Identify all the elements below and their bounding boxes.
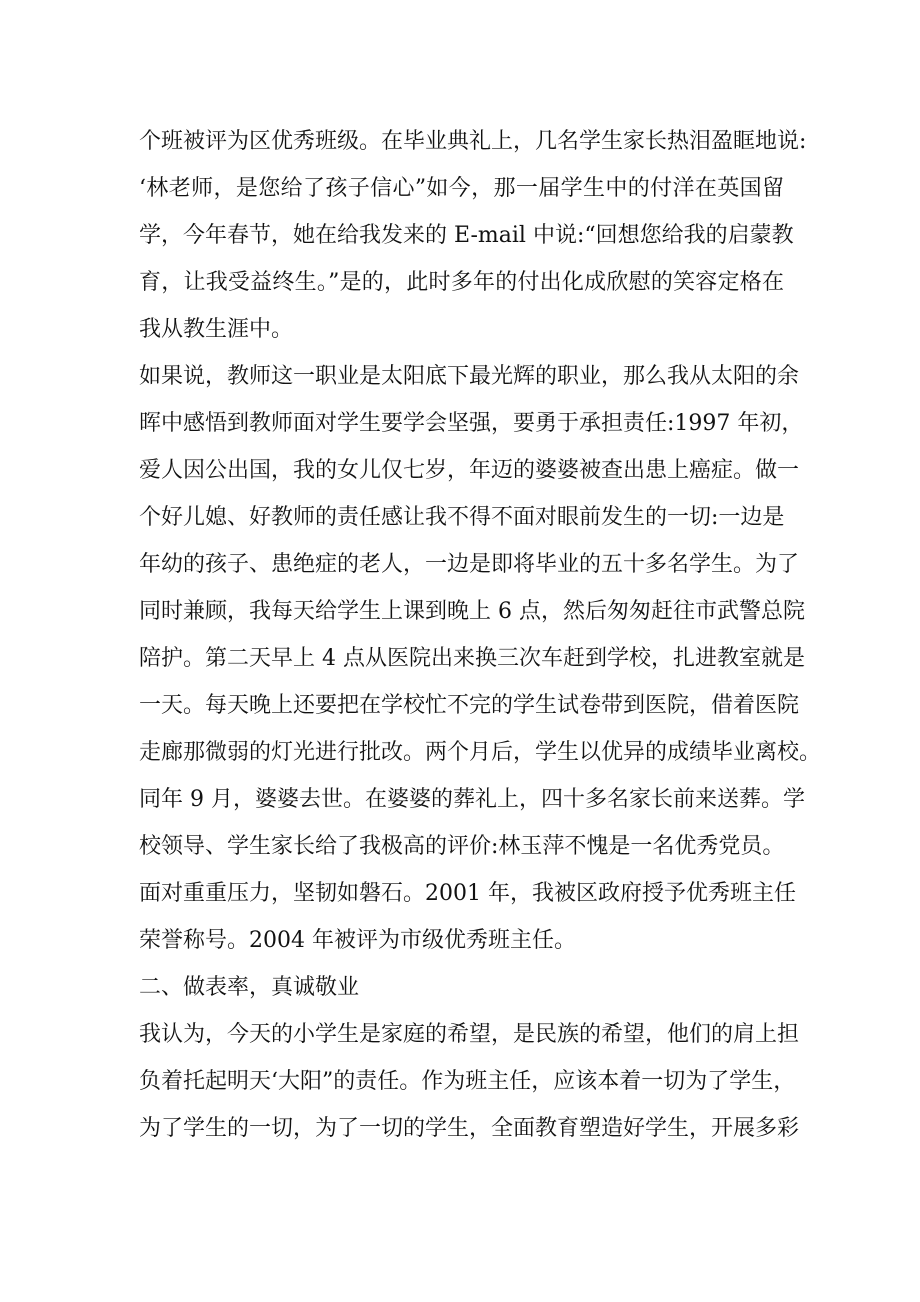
text-line: 我认为，今天的小学生是家庭的希望，是民族的希望，他们的肩上担 [139, 1022, 800, 1047]
text-line: 年幼的孩子、患绝症的老人，一边是即将毕业的五十多名学生。为了 [139, 552, 800, 577]
text-line: 面对重重压力，坚韧如磐石。2001 年，我被区政府授予优秀班主任 [139, 881, 796, 906]
text-line: 同年 9 月，婆婆去世。在婆婆的葬礼上，四十多名家长前来送葬。学 [139, 787, 805, 812]
text-line: 一天。每天晚上还要把在学校忙不完的学生试卷带到医院，借着医院 [139, 693, 800, 718]
text-line: 同时兼顾，我每天给学生上课到晚上 6 点，然后匆匆赶往市武警总院 [139, 599, 805, 624]
text-line: 为了学生的一切，为了一切的学生，全面教育塑造好学生，开展多彩 [139, 1116, 800, 1141]
text-line: 晖中感悟到教师面对学生要学会坚强，要勇于承担责任:1997 年初， [139, 411, 804, 436]
text-line: 荣誉称号。2004 年被评为市级优秀班主任。 [139, 928, 576, 953]
text-line: 学，今年春节，她在给我发来的 E-mail 中说:“回想您给我的启蒙教 [139, 223, 794, 248]
text-line: 爱人因公出国，我的女儿仅七岁，年迈的婆婆被查出患上癌症。做一 [139, 458, 800, 483]
text-line: 二、做表率，真诚敬业 [139, 975, 360, 1000]
text-line: 负着托起明天‘大阳”的责任。作为班主任，应该本着一切为了学生， [139, 1069, 796, 1094]
text-line: 校领导、学生家长给了我极高的评价:林玉萍不愧是一名优秀党员。 [139, 834, 785, 859]
document-body [139, 118, 822, 1152]
text-line: 如果说，教师这一职业是太阳底下最光辉的职业，那么我从太阳的余 [139, 364, 800, 389]
text-line: 个班被评为区优秀班级。在毕业典礼上，几名学生家长热泪盈眶地说: [139, 129, 807, 154]
text-line: 育，让我受益终生。”是的，此时多年的付出化成欣慰的笑容定格在 [139, 270, 784, 295]
text-line: 陪护。第二天早上 4 点从医院出来换三次车赶到学校，扎进教室就是 [139, 646, 805, 671]
text-line: 我从教生涯中。 [139, 317, 294, 342]
text-line: 走廊那微弱的灯光进行批改。两个月后，学生以优异的成绩毕业离校。 [139, 740, 822, 765]
text-line: 个好儿媳、好教师的责任感让我不得不面对眼前发生的一切:一边是 [139, 505, 785, 530]
text-line: ‘林老师，是您给了孩子信心”如今，那一届学生中的付洋在英国留 [139, 176, 784, 201]
